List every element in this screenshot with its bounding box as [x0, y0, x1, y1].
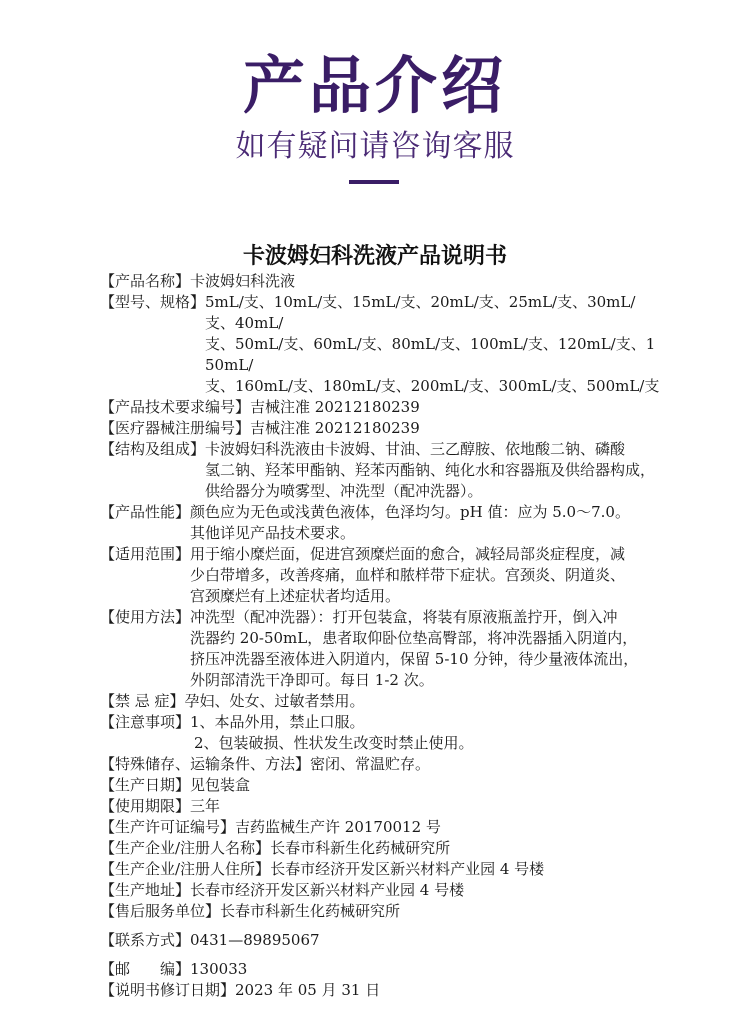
field-label: 【售后服务单位】 [100, 902, 221, 920]
field-label: 【说明书修订日期】 [100, 981, 236, 999]
field-label: 【使用期限】 [100, 797, 191, 815]
field-value: 吉药监械生产许 20170012 号 [235, 818, 441, 836]
hero-title: 产品介绍 [242, 49, 507, 122]
field-manufacturer-residence [100, 859, 660, 880]
hero-subtitle: 如有疑问请咨询客服 [235, 129, 515, 164]
hero-divider [349, 180, 399, 184]
field-postcode [100, 959, 660, 980]
field-label: 【特殊储存、运输条件、方法】 [100, 755, 311, 773]
field-label: 【型号、规格】 [100, 293, 206, 311]
field-value: 吉械注准 20212180239 [250, 419, 420, 437]
field-value: 冲洗型（配冲洗器）：打开包装盒，将装有原液瓶盖拧开，倒入冲 洗器约 20-50mL，患者取仰卧位垫高臀部，将冲洗器插入阴道内， 挤压冲洗器至液体进入阴道内，保留 5-10 分钟，待少量液体流出， 外阴部清洗干净即可。每日 1-2 次。 [190, 608, 639, 689]
field-value: 长春市经济开发区新兴材料产业园 4 号楼 [190, 881, 465, 899]
field-label: 【使用方法】 [100, 608, 191, 626]
field-usage [100, 607, 660, 691]
field-value: 吉械注准 20212180239 [250, 398, 420, 416]
field-registration-no [100, 418, 660, 439]
field-value: 5mL/支、10mL/支、15mL/支、20mL/支、25mL/支、30mL/支、40mL/ 支、50mL/支、60mL/支、80mL/支、100mL/支、120mL/支、150mL/ 支、160mL/支、180mL/支、200mL/支、300mL/支、500mL/支 [205, 293, 660, 395]
field-label: 【产品名称】 [100, 272, 191, 290]
field-performance [100, 502, 660, 544]
field-label: 【邮 编】 [100, 960, 191, 978]
precautions-line-2: 2、包装破损、性状发生改变时禁止使用。 [194, 734, 474, 752]
field-precautions [100, 712, 660, 733]
field-value: 130033 [190, 960, 248, 978]
field-label: 【生产许可证编号】 [100, 818, 236, 836]
field-after-sales [100, 901, 660, 922]
field-value: 卡波姆妇科洗液由卡波姆、甘油、三乙醇胺、依地酸二钠、磷酸 氢二钠、羟苯甲酯钠、羟苯丙酯钠、纯化水和容器瓶及供给器构成， 供给器分为喷雾型、冲洗型（配冲洗器）。 [205, 440, 656, 500]
field-storage [100, 754, 660, 775]
field-production-address [100, 880, 660, 901]
field-label: 【适用范围】 [100, 545, 191, 563]
field-product-name [100, 271, 660, 292]
field-scope [100, 544, 660, 607]
field-value: 长春市科新生化药械研究所 [270, 839, 451, 857]
field-value: 颜色应为无色或浅黄色液体，色泽均匀。pH 值：应为 5.0～7.0。 其他详见产品技术要求。 [190, 503, 630, 542]
instruction-body [100, 271, 660, 1001]
field-contact [100, 930, 660, 951]
field-label: 【生产企业/注册人住所】 [100, 860, 271, 878]
field-contraindications [100, 691, 660, 712]
field-label: 【联系方式】 [100, 931, 191, 949]
field-value: 长春市经济开发区新兴材料产业园 4 号楼 [270, 860, 545, 878]
document-title: 卡波姆妇科洗液产品说明书 [242, 243, 507, 269]
field-production-license [100, 817, 660, 838]
field-composition [100, 439, 660, 502]
field-value: 长春市科新生化药械研究所 [220, 902, 401, 920]
field-label: 【生产地址】 [100, 881, 191, 899]
field-label: 【结构及组成】 [100, 440, 206, 458]
field-value: 三年 [190, 797, 221, 815]
field-production-date [100, 775, 660, 796]
field-value: 用于缩小糜烂面，促进宫颈糜烂面的愈合，减轻局部炎症程度，减 少白带增多，改善疼痛，血样和脓样带下症状。宫颈炎、阴道炎、 宫颈糜烂有上述症状者均适用。 [190, 545, 626, 605]
field-value: 2023 年 05 月 31 日 [235, 981, 381, 999]
field-value: 见包装盒 [190, 776, 251, 794]
field-value: 0431—89895067 [190, 931, 320, 949]
field-value: 卡波姆妇科洗液 [190, 272, 296, 290]
field-label: 【产品技术要求编号】 [100, 398, 251, 416]
field-value: 密闭、常温贮存。 [310, 755, 431, 773]
field-value: 孕妇、处女、过敏者禁用。 [184, 692, 365, 710]
field-value: 1、本品外用，禁止口服。 [190, 713, 365, 731]
field-label: 【医疗器械注册编号】 [100, 419, 251, 437]
field-label: 【生产企业/注册人名称】 [100, 839, 271, 857]
field-label: 【生产日期】 [100, 776, 191, 794]
field-label: 【禁 忌 症】 [100, 692, 185, 710]
field-revision-date [100, 980, 660, 1001]
field-tech-requirement-no [100, 397, 660, 418]
field-manufacturer-name [100, 838, 660, 859]
field-label: 【注意事项】 [100, 713, 191, 731]
field-model-spec [100, 292, 660, 397]
field-label: 【产品性能】 [100, 503, 191, 521]
field-shelf-life [100, 796, 660, 817]
